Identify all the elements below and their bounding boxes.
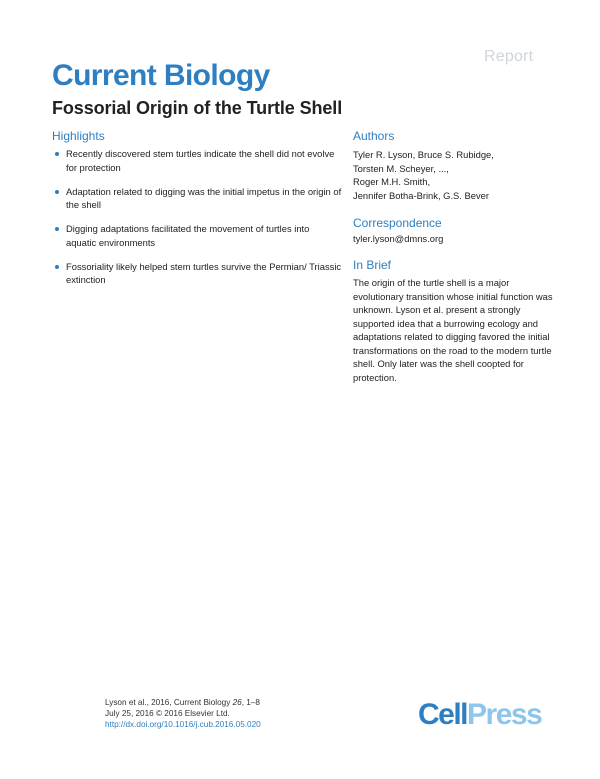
citation-line <box>105 697 261 708</box>
correspondence-heading: Correspondence <box>353 216 442 230</box>
highlights-list <box>52 147 342 297</box>
highlight-item <box>52 222 342 249</box>
bullet-icon <box>55 152 59 156</box>
highlight-text: Recently discovered stem turtles indicate the shell did not evolve for protection <box>66 148 335 173</box>
in-brief-heading: In Brief <box>353 258 392 272</box>
author-line: Roger M.H. Smith, <box>353 176 431 187</box>
citation-prefix: Lyson et al., 2016, Current Biology <box>105 698 233 707</box>
cellpress-logo <box>418 698 541 732</box>
highlights-heading: Highlights <box>52 129 105 143</box>
logo-press: Press <box>467 698 542 731</box>
bullet-icon <box>55 227 59 231</box>
highlight-item <box>52 147 342 174</box>
citation-date: July 25, 2016 © 2016 Elsevier Ltd. <box>105 709 230 718</box>
highlight-text: Fossoriality likely helped stem turtles survive the Permian/ Triassic extinction <box>66 260 342 285</box>
authors-list <box>353 148 553 202</box>
author-line: Torsten M. Scheyer, ..., <box>353 162 449 174</box>
highlight-item <box>52 185 342 212</box>
bullet-icon <box>55 265 59 269</box>
authors-heading: Authors <box>353 129 395 143</box>
bullet-icon <box>55 190 59 194</box>
article-title: Fossorial Origin of the Turtle Shell <box>52 98 343 118</box>
highlight-text: Digging adaptations facilitated the movement of turtles into aquatic environments <box>66 223 310 248</box>
author-line: Tyler R. Lyson, Bruce S. Rubidge, <box>353 149 494 160</box>
highlight-item <box>52 260 342 287</box>
logo-cell: Cell <box>418 698 468 731</box>
correspondence-email[interactable]: tyler.lyson@dmns.org <box>353 233 444 244</box>
highlight-text: Adaptation related to digging was the initial impetus in the origin of the shell <box>66 185 342 210</box>
doi-link[interactable]: http://dx.doi.org/10.1016/j.cub.2016.05.020 <box>105 720 261 729</box>
citation-pages: , 1–8 <box>241 698 260 707</box>
author-line: Jennifer Botha-Brink, G.S. Bever <box>353 189 489 201</box>
article-type-label: Report <box>484 48 534 65</box>
journal-name: Current Biology <box>52 59 270 92</box>
citation-volume: 26 <box>232 698 242 707</box>
in-brief-text: The origin of the turtle shell is a major evolutionary transition whose initial function was unknown. Lyson et al. present a strongly supported idea that a burrowing ecology and adaptations related to digging favored the initial transformations on the road to the modern turtle shell. Only later was the shell coopted for protection. <box>353 277 553 383</box>
citation-block <box>105 697 261 730</box>
